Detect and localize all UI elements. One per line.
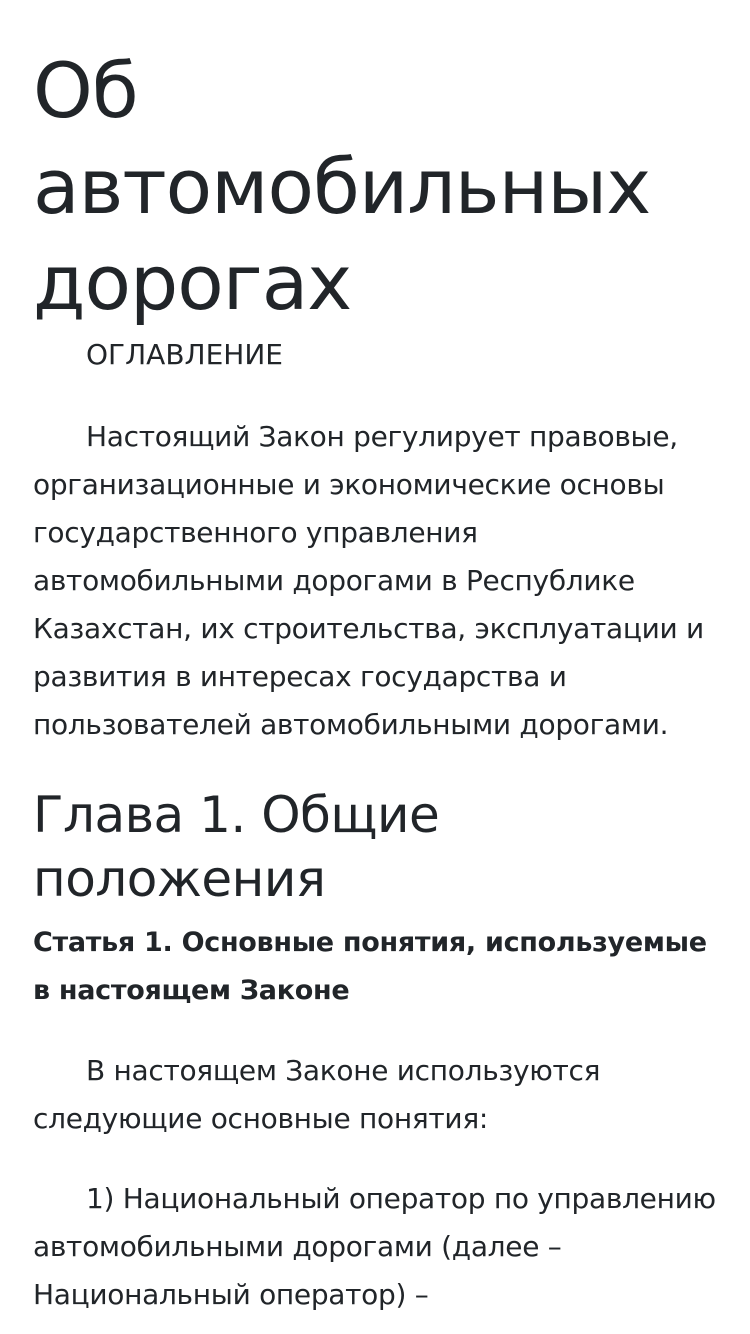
chapter-title: Глава 1. Общие положения (33, 786, 440, 908)
intro-paragraph: Настоящий Закон регулирует правовые, организационные и экономические основы государственного управления автомобильными дорогами в Республике Казахстан, их строительства, эксплуатации и развития в интересах государства и пользователей автомобильными дорогами. (33, 420, 704, 741)
article-title: Статья 1. Основные понятия, используемые в настоящем Законе (33, 927, 707, 1006)
table-of-contents-link[interactable]: ОГЛАВЛЕНИЕ (86, 338, 283, 371)
definition-item: 1) Национальный оператор по управлению автомобильными дорогами (далее – Национальный оператор) – (33, 1182, 716, 1311)
definitions-intro-paragraph: В настоящем Законе используются следующие основные понятия: (33, 1054, 601, 1135)
document-title: Об автомобильных дорогах (33, 46, 651, 327)
